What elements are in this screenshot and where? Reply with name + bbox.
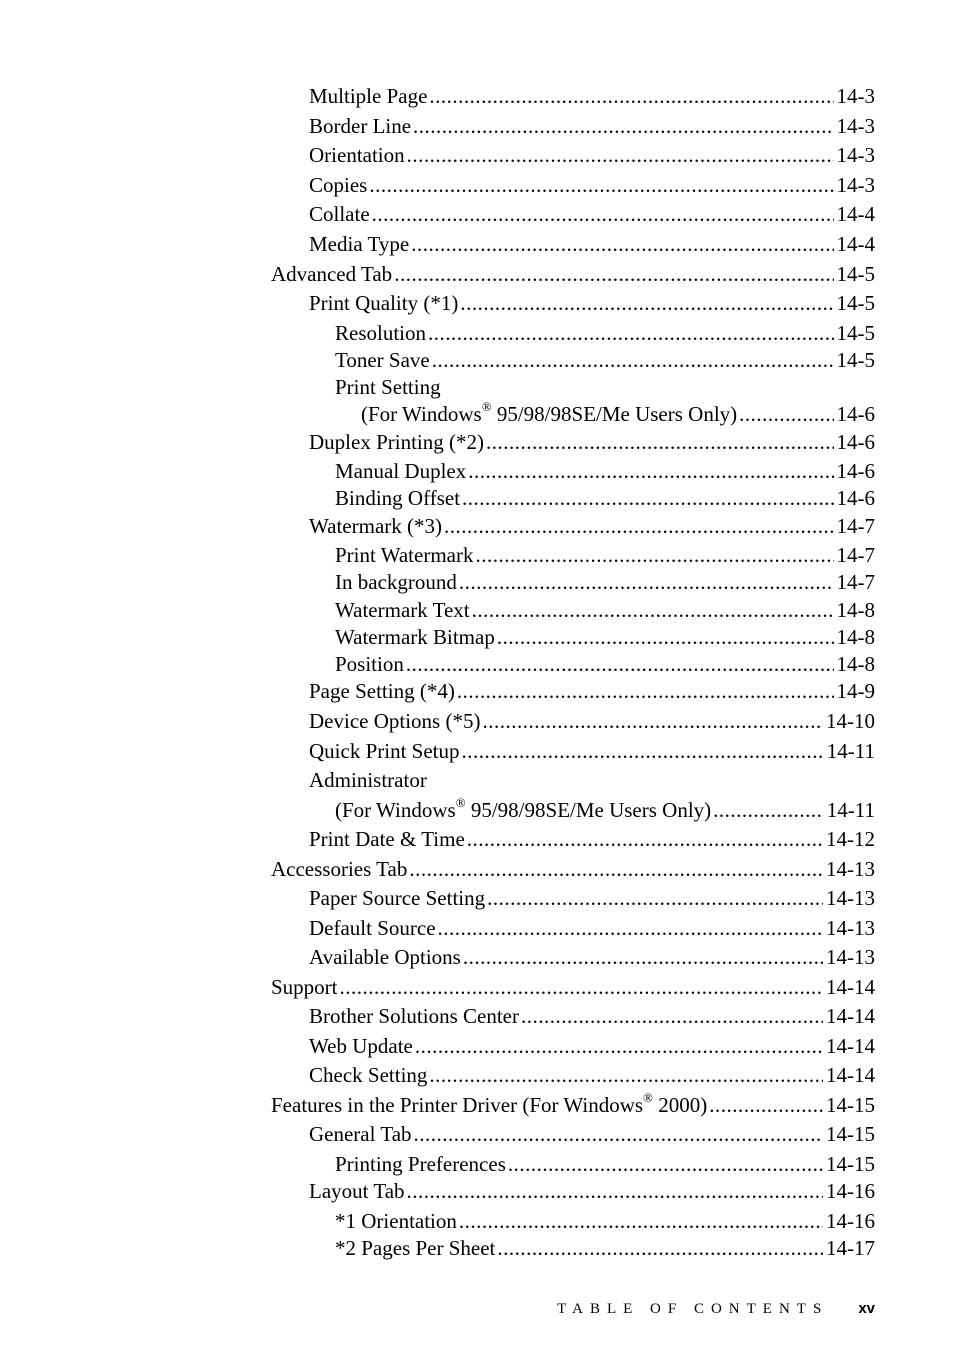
toc-entry-label: Available Options xyxy=(309,945,461,969)
toc-entry[interactable] xyxy=(309,1178,875,1204)
toc-entry-label: Printing Preferences xyxy=(335,1152,506,1176)
toc-entry-page: 14-3 xyxy=(836,114,875,138)
toc-entry-page: 14-15 xyxy=(826,1122,875,1146)
toc-entry-label: Resolution xyxy=(335,321,427,345)
toc-entry-label[interactable]: Print Setting xyxy=(335,375,441,399)
dot-leader xyxy=(411,231,833,257)
toc-entry-label: General Tab xyxy=(309,1122,412,1146)
toc-entry[interactable] xyxy=(309,826,875,852)
dot-leader xyxy=(460,290,833,316)
toc-entry-page: 14-7 xyxy=(836,514,875,538)
dot-leader xyxy=(432,347,834,373)
dot-leader xyxy=(429,1062,823,1088)
toc-entry[interactable] xyxy=(271,974,875,1000)
toc-entry-page: 14-8 xyxy=(836,625,875,649)
toc-entry-page: 14-5 xyxy=(836,348,875,372)
toc-entry-page: 14-13 xyxy=(826,916,875,940)
toc-entry[interactable] xyxy=(309,513,875,539)
toc-entry[interactable] xyxy=(335,597,875,623)
toc-entry[interactable] xyxy=(335,797,875,823)
toc-entry[interactable] xyxy=(335,569,875,595)
toc-entry[interactable] xyxy=(309,678,875,704)
toc-entry[interactable] xyxy=(309,1121,875,1147)
toc-entry-label: In background xyxy=(335,570,457,594)
toc-entry[interactable] xyxy=(309,113,875,139)
registered-mark: ® xyxy=(643,1090,653,1105)
dot-leader xyxy=(406,651,834,677)
dot-leader xyxy=(468,458,833,484)
footer-title: TABLE OF CONTENTS xyxy=(557,1301,829,1317)
toc-entry[interactable] xyxy=(309,429,875,455)
toc-entry-label: Accessories Tab xyxy=(271,857,408,881)
toc-entry[interactable] xyxy=(335,1208,875,1234)
toc-entry[interactable] xyxy=(309,290,875,316)
registered-mark: ® xyxy=(481,399,492,414)
dot-leader xyxy=(428,320,833,346)
toc-entry-page: 14-6 xyxy=(836,402,875,426)
dot-leader xyxy=(508,1151,823,1177)
page-footer xyxy=(557,1300,875,1318)
dot-leader xyxy=(467,826,823,852)
toc-entry-page: 14-13 xyxy=(826,945,875,969)
dot-leader xyxy=(486,429,834,455)
toc-entry-label: Media Type xyxy=(309,232,410,256)
toc-entry-label: Border Line xyxy=(309,114,412,138)
toc-entry-label: Watermark (*3) xyxy=(309,514,442,538)
dot-leader xyxy=(459,1208,823,1234)
toc-entry-page: 14-14 xyxy=(826,975,875,999)
toc-entry-label: *1 Orientation xyxy=(335,1209,457,1233)
toc-entry-label: Binding Offset xyxy=(335,486,461,510)
toc-entry-label: Quick Print Setup xyxy=(309,739,460,763)
toc-entry-page: 14-11 xyxy=(826,798,875,822)
toc-entry-page: 14-16 xyxy=(826,1209,875,1233)
dot-leader xyxy=(497,624,834,650)
toc-entry-page: 14-12 xyxy=(826,827,875,851)
toc-entry[interactable] xyxy=(271,261,875,287)
toc-entry[interactable] xyxy=(335,458,875,484)
toc-entry-page: 14-6 xyxy=(836,486,875,510)
toc-entry[interactable] xyxy=(309,1033,875,1059)
toc-entry-label: Web Update xyxy=(309,1034,413,1058)
toc-entry-label: Watermark Text xyxy=(335,598,470,622)
dot-leader xyxy=(429,83,833,109)
toc-entry[interactable] xyxy=(309,944,875,970)
toc-entry-label: Duplex Printing (*2) xyxy=(309,430,484,454)
toc-entry[interactable] xyxy=(335,624,875,650)
toc-entry-page: 14-5 xyxy=(836,262,875,286)
toc-entry[interactable] xyxy=(309,885,875,911)
toc-entry[interactable] xyxy=(335,1151,875,1177)
dot-leader xyxy=(444,513,834,539)
toc-entry-page: 14-15 xyxy=(826,1093,875,1117)
toc-entry-page: 14-7 xyxy=(836,543,875,567)
dot-leader xyxy=(457,678,834,704)
toc-entry-label: Manual Duplex xyxy=(335,459,467,483)
toc-entry[interactable] xyxy=(309,231,875,257)
dot-leader xyxy=(413,113,833,139)
toc-entry[interactable] xyxy=(361,401,875,427)
toc-entry-label: Paper Source Setting xyxy=(309,886,486,910)
dot-leader xyxy=(739,401,833,427)
toc-entry-page: 14-17 xyxy=(826,1236,875,1260)
toc-entry-label: Print Watermark xyxy=(335,543,474,567)
toc-entry-label: Copies xyxy=(309,173,368,197)
dot-leader xyxy=(482,708,823,734)
toc-entry[interactable] xyxy=(335,651,875,677)
toc-entry[interactable] xyxy=(309,1003,875,1029)
toc-entry-label: Print Quality (*1) xyxy=(309,291,459,315)
dot-leader xyxy=(438,915,823,941)
toc-entry-page: 14-13 xyxy=(826,886,875,910)
toc-entry[interactable] xyxy=(335,320,875,346)
dot-leader xyxy=(713,797,824,823)
toc-entry-page: 14-11 xyxy=(826,739,875,763)
dot-leader xyxy=(407,142,834,168)
toc-entry-page: 14-5 xyxy=(836,321,875,345)
toc-entry-page: 14-5 xyxy=(836,291,875,315)
toc-entry-page: 14-8 xyxy=(836,652,875,676)
dot-leader xyxy=(463,944,823,970)
toc-entry-page: 14-4 xyxy=(836,232,875,256)
toc-entry-label: Multiple Page xyxy=(309,84,428,108)
toc-entry-page: 14-9 xyxy=(836,679,875,703)
toc-entry-label: Page Setting (*4) xyxy=(309,679,455,703)
toc-entry-label-continuation: (For Windows® 95/98/98SE/Me Users Only) xyxy=(361,399,738,426)
toc-entry[interactable] xyxy=(309,172,875,198)
toc-entry-page: 14-14 xyxy=(826,1063,875,1087)
toc-entry-page: 14-3 xyxy=(836,143,875,167)
toc-entry-label: Support xyxy=(271,975,338,999)
dot-leader xyxy=(475,542,833,568)
toc-entry-page: 14-3 xyxy=(836,84,875,108)
toc-entry-page: 14-3 xyxy=(836,173,875,197)
toc-entry-label: Features in the Printer Driver (For Windows® 2000) xyxy=(271,1090,708,1117)
toc-entry-label: Default Source xyxy=(309,916,436,940)
toc-entry[interactable] xyxy=(309,915,875,941)
toc-entry-label: Orientation xyxy=(309,143,405,167)
toc-entry[interactable] xyxy=(335,485,875,511)
toc-entry-label: Watermark Bitmap xyxy=(335,625,495,649)
toc-entry[interactable] xyxy=(309,142,875,168)
toc-entry[interactable] xyxy=(335,542,875,568)
toc-entry[interactable] xyxy=(309,708,875,734)
toc-entry-label: Print Date & Time xyxy=(309,827,465,851)
dot-leader xyxy=(394,261,833,287)
dot-leader xyxy=(415,1033,823,1059)
dot-leader xyxy=(487,885,823,911)
dot-leader xyxy=(472,597,834,623)
toc-entry-label: *2 Pages Per Sheet xyxy=(335,1236,496,1260)
toc-entry-label: Advanced Tab xyxy=(271,262,393,286)
toc-entry-page: 14-7 xyxy=(836,570,875,594)
dot-leader xyxy=(372,201,834,227)
dot-leader xyxy=(407,1178,823,1204)
toc-entry[interactable] xyxy=(335,347,875,373)
toc-entry-page: 14-16 xyxy=(826,1179,875,1203)
toc-entry-page: 14-6 xyxy=(836,459,875,483)
toc-entry[interactable] xyxy=(271,1092,875,1118)
dot-leader xyxy=(369,172,833,198)
toc-entry-label: Toner Save xyxy=(335,348,430,372)
toc-entry-label: Position xyxy=(335,652,404,676)
toc-entry-page: 14-8 xyxy=(836,598,875,622)
toc-entry-label: Check Setting xyxy=(309,1063,428,1087)
toc-entry-page: 14-4 xyxy=(836,202,875,226)
dot-leader xyxy=(414,1121,823,1147)
toc-entry-label[interactable]: Administrator xyxy=(309,768,427,792)
toc-entry-label-continuation: (For Windows® 95/98/98SE/Me Users Only) xyxy=(335,795,712,822)
dot-leader xyxy=(497,1235,823,1261)
toc-entry[interactable] xyxy=(335,1235,875,1261)
dot-leader xyxy=(462,485,833,511)
footer-page-number: xv xyxy=(858,1300,875,1317)
toc-entry-label: Brother Solutions Center xyxy=(309,1004,519,1028)
registered-mark: ® xyxy=(455,795,466,810)
toc-entry[interactable] xyxy=(309,201,875,227)
toc-entry-page: 14-15 xyxy=(826,1152,875,1176)
toc-entry-page: 14-13 xyxy=(826,857,875,881)
dot-leader xyxy=(521,1003,823,1029)
toc-entry-page: 14-6 xyxy=(836,430,875,454)
toc-entry-label: Device Options (*5) xyxy=(309,709,481,733)
dot-leader xyxy=(709,1092,823,1118)
toc-entry[interactable] xyxy=(271,856,875,882)
dot-leader xyxy=(409,856,823,882)
dot-leader xyxy=(340,974,823,1000)
toc-entry-page: 14-14 xyxy=(826,1034,875,1058)
toc-entry[interactable] xyxy=(309,1062,875,1088)
toc-entry[interactable] xyxy=(309,83,875,109)
toc-entry-label: Collate xyxy=(309,202,370,226)
toc-entry-page: 14-14 xyxy=(826,1004,875,1028)
toc-entry-label: Layout Tab xyxy=(309,1179,405,1203)
toc-entry[interactable] xyxy=(309,738,875,764)
dot-leader xyxy=(462,738,824,764)
toc-entry-page: 14-10 xyxy=(826,709,875,733)
dot-leader xyxy=(459,569,834,595)
